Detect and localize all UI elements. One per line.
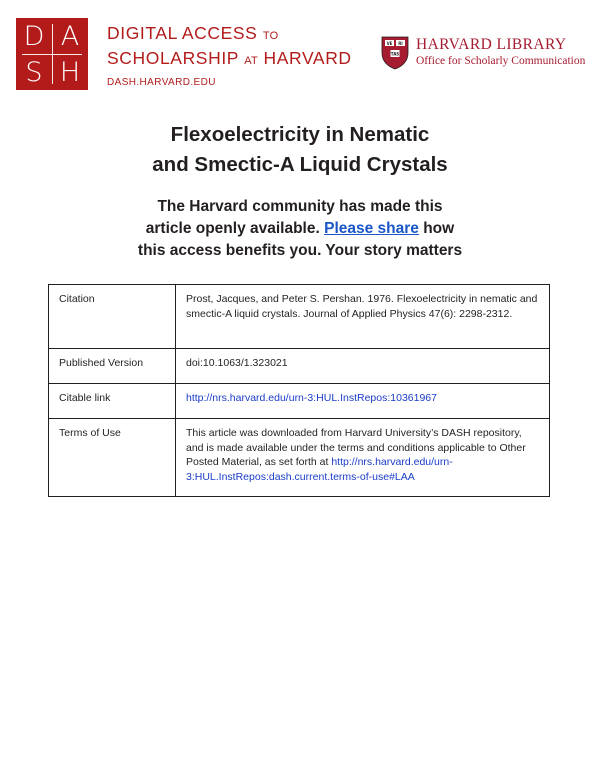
table-row [49, 384, 550, 419]
share-message: The Harvard community has made this article openly available. Please share how this access benefits you. Your story matters [137, 198, 463, 259]
harvard-shield-icon [381, 36, 409, 70]
citation-label: Citation [49, 285, 176, 349]
svg-text:VE: VE [386, 41, 393, 46]
dash-wordmark [107, 22, 352, 88]
dash-title-line1: DIGITAL ACCESS TO [107, 23, 279, 43]
svg-text:RI: RI [398, 41, 403, 46]
table-row [49, 285, 550, 349]
table-row [49, 419, 550, 497]
dash-url[interactable]: DASH.HARVARD.EDU [107, 77, 216, 88]
harvard-library-wordmark [416, 36, 585, 69]
citable-link-label: Citable link [49, 384, 176, 419]
svg-text:TAS: TAS [390, 51, 400, 57]
terms-of-use-value: This article was downloaded from Harvard University’s DASH repository, and is made available under the terms and conditions applicable to Other Posted Material, as set forth at http://nrs.harvard.edu/urn-3:HUL.InstRepos:dash.current.terms-of-use#LAA [176, 419, 550, 497]
article-title: Flexoelectricity in Nematic and Smectic-A Liquid Crystals [152, 123, 448, 176]
dash-letter-d: D [23, 20, 45, 52]
terms-link[interactable]: http://nrs.harvard.edu/urn-3:HUL.InstRepos:dash.current.terms-of-use#LAA [186, 456, 453, 483]
dash-letter-a: A [60, 20, 80, 52]
citable-link[interactable]: http://nrs.harvard.edu/urn-3:HUL.InstRepos:10361967 [186, 392, 437, 404]
logo-divider [22, 54, 82, 55]
please-share-link[interactable]: Please share [324, 220, 419, 237]
citation-value: Prost, Jacques, and Peter S. Pershan. 1976. Flexoelectricity in nematic and smectic-A liquid crystals. Journal of Applied Physics 47(6): 2298-2312. [176, 285, 550, 349]
library-name: HARVARD LIBRARY [416, 36, 567, 53]
terms-of-use-label: Terms of Use [49, 419, 176, 497]
dash-title-line2: SCHOLARSHIP AT HARVARD [107, 48, 352, 68]
published-version-label: Published Version [49, 349, 176, 384]
library-office: Office for Scholarly Communication [416, 55, 586, 67]
dash-letter-h: H [59, 56, 81, 88]
table-row [49, 349, 550, 384]
dash-letter-s: S [25, 56, 43, 88]
metadata-table [48, 284, 550, 497]
published-version-value: doi:10.1063/1.323021 [176, 349, 550, 384]
dash-logo [16, 18, 88, 90]
